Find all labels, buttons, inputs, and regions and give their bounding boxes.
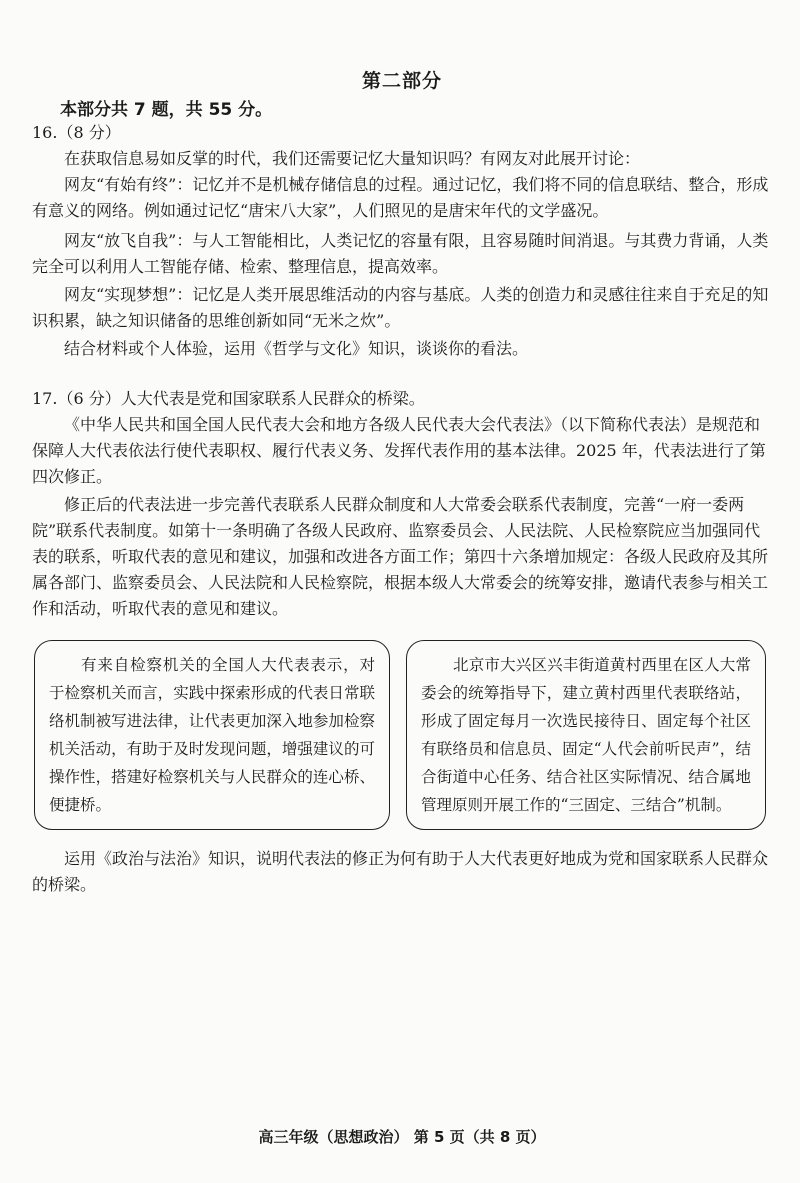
q16-intro: 在获取信息易如反掌的时代，我们还需要记忆大量知识吗？有网友对此展开讨论： [64, 149, 641, 168]
q17-para-2: 修正后的代表法进一步完善代表联系人民群众制度和人大常委会联系代表制度，完善“一府一委两院”联系代表制度。如第十一条明确了各级人民政府、监察委员会、人民法院、人民检察院应当加强同代表的联系，听取代表的意见和建议，加强和改进各方面工作；第四十六条增加规定：各级人民政府及其所属各部门、监察委员会、人民法院和人民检察院，根据本级人大常委会的统筹安排，邀请代表参与相关工作和活动，听取代表的意见和建议。 [32, 495, 769, 618]
section-note: 本部分共 7 题，共 55 分。 [60, 100, 273, 120]
section-title: 第二部分 [361, 70, 442, 92]
q17-task: 运用《政治与法治》知识，说明代表法的修正为何有助于人大代表更好地成为党和国家联系人民群众的桥梁。 [32, 849, 769, 894]
material-box-left: 有来自检察机关的全国人大代表表示，对于检察机关而言，实践中探索形成的代表日常联络机制被写进法律，让代表更加深入地参加检察机关活动，有助于及时发现问题，增强建议的可操作性，搭建好检察机关与人民群众的连心桥、便捷桥。 [34, 640, 390, 830]
page-footer: 高三年级（思想政治） 第 5 页（共 8 页） [258, 1128, 546, 1146]
q16-opinion-2: 网友“放飞自我”：与人工智能相比，人类记忆的容量有限，且容易随时间消退。与其费力背诵，人类完全可以利用人工智能存储、检索、整理信息，提高效率。 [32, 231, 769, 276]
q17-number: 17.（6 分）人大代表是党和国家联系人民群众的桥梁。 [32, 389, 425, 408]
q16-opinion-1: 网友“有始有终”：记忆并不是机械存储信息的过程。通过记忆，我们将不同的信息联结、整合，形成有意义的网络。例如通过记忆“唐宋八大家”，人们照见的是唐宋年代的文学盛况。 [32, 175, 769, 220]
q17-para-1: 《中华人民共和国全国人民代表大会和地方各级人民代表大会代表法》（以下简称代表法）是规范和保障人大代表依法行使代表职权、履行代表义务、发挥代表作用的基本法律。2025 年，代表法进行了第四次修正。 [32, 415, 766, 486]
q16-opinion-3: 网友“实现梦想”：记忆是人类开展思维活动的内容与基底。人类的创造力和灵感往往来自于充足的知识积累，缺之知识储备的思维创新如同“无米之炊”。 [32, 285, 769, 330]
exam-page [32, 0, 772, 1183]
q16-number: 16.（8 分） [32, 123, 121, 142]
q16-task: 结合材料或个人体验，运用《哲学与文化》知识，谈谈你的看法。 [64, 339, 529, 358]
material-box-right: 北京市大兴区兴丰街道黄村西里在区人大常委会的统筹指导下，建立黄村西里代表联络站，形成了固定每月一次选民接待日、固定每个社区有联络员和信息员、固定“人代会前听民声”，结合街道中心任务、结合社区实际情况、结合属地管理原则开展工作的“三固定、三结合”机制。 [406, 640, 766, 830]
